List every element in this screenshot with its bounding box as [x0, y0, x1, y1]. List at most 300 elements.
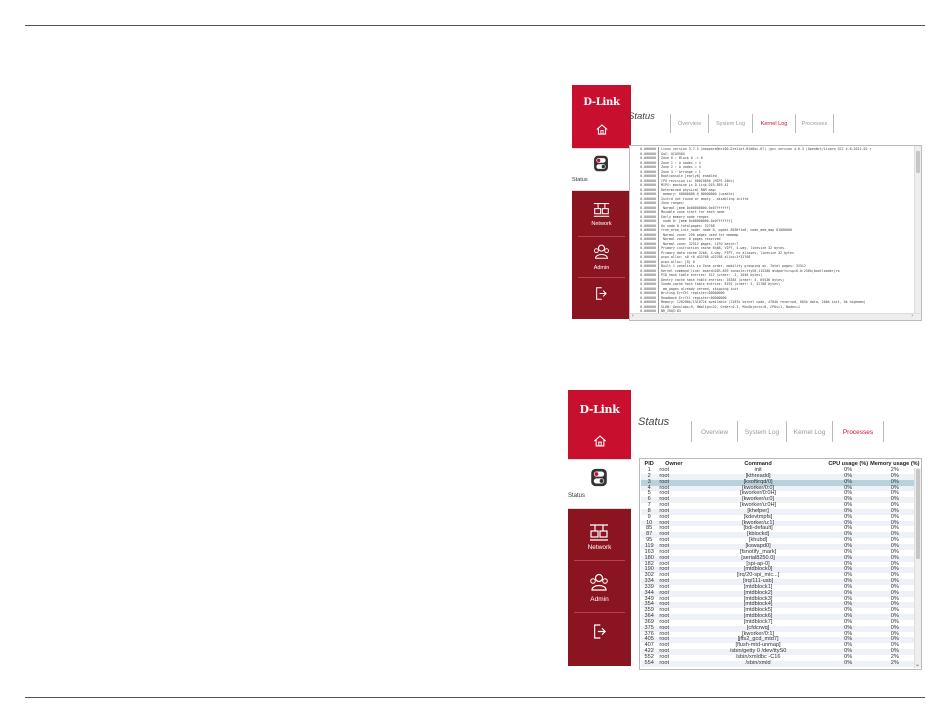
cell-command: [mtdblock1] [743, 583, 773, 590]
sidebar-item-admin[interactable] [568, 566, 631, 610]
log-message: pcpu-alloc: [0] 0 [661, 259, 695, 264]
home-icon [593, 434, 607, 448]
cell-pid: 85 [646, 525, 653, 532]
cell-cpu: 0% [828, 509, 869, 515]
log-message: NR_IRQS:83 [661, 309, 681, 313]
cell-cpu: 0% [844, 548, 853, 555]
cell-command: [kworker/0:1] [742, 630, 775, 637]
cell-command: [khelper] [688, 509, 827, 515]
log-message: Initrd not found or empty - disabling initrd [661, 196, 749, 201]
sidebar-divider [574, 612, 625, 613]
cell-memory: 0% [890, 502, 899, 509]
cell-memory: 0% [869, 602, 921, 608]
cell-command: [serial8250.0] [688, 556, 827, 562]
log-timestamp: 0.000000 [632, 170, 659, 175]
cell-owner: root [657, 649, 688, 655]
cell-command: [mtdblock3] [743, 595, 773, 602]
sidebar-item-admin-label: Admin [593, 265, 610, 271]
cell-command: [mtdblock2] [688, 591, 827, 597]
cell-cpu: 0% [828, 474, 869, 480]
cell-owner: root [657, 532, 688, 538]
cell-memory: 0% [869, 497, 921, 503]
cell-command: /sbin/getty 0 /dev/ttyS0 [688, 649, 827, 655]
cell-owner: root [659, 548, 670, 555]
log-horizontal-scrollbar[interactable] [630, 313, 921, 320]
cell-cpu: 0% [844, 654, 853, 660]
cell-owner: root [659, 583, 670, 590]
log-message: Determined physical RAM map: [661, 187, 717, 192]
cell-memory: 0% [890, 525, 899, 532]
log-timestamp: 0.000000 [632, 296, 659, 301]
cell-command: [kdevtmpfs] [743, 513, 773, 520]
log-timestamp: 0.000000 [632, 219, 659, 224]
cell-command: [jffs2_gcd_mtd7] [688, 637, 827, 643]
cell-memory: 0% [869, 532, 921, 538]
log-timestamp: 0.000000 [632, 251, 659, 256]
cell-command: [mtdblock4] [688, 602, 827, 608]
cell-owner: root [659, 595, 670, 602]
tab-processes[interactable]: Processes [832, 421, 884, 442]
log-timestamp: 0.000000 [632, 201, 659, 206]
cell-memory: 0% [869, 626, 921, 632]
cell-pid: 190 [641, 567, 657, 573]
process-table-container [639, 458, 922, 670]
cell-owner: root [659, 572, 670, 579]
cell-cpu: 0% [828, 602, 869, 608]
dlink-logo: D-Link [579, 403, 620, 416]
cell-cpu: 0% [828, 497, 869, 503]
cell-cpu: 0% [844, 572, 853, 579]
cell-owner: root [657, 521, 688, 527]
cell-command: [mtdblock0] [688, 567, 827, 573]
cell-owner: root [657, 614, 688, 620]
cell-pid: 349 [644, 595, 654, 602]
log-timestamp: 0.000000 [632, 228, 659, 233]
cell-cpu: 0% [844, 630, 853, 637]
log-timestamp: 0.000000 [632, 305, 659, 310]
log-message: Linux version 3.7.5 (moopare@mri00-Dreliet-B1d6oc.67) (gcc version 4.6.3 (OpenWrt/Linaro GCC 4.6-2012.02 r [661, 147, 872, 151]
cell-owner: root [659, 537, 670, 544]
log-message: Primary instruction cache 64kB, VIPT, 4-way, linesize 32 bytes. [661, 246, 787, 250]
cell-pid: 369 [644, 618, 654, 625]
sidebar-item-network-label: Network [591, 221, 612, 227]
log-timestamp: 0.000000 [632, 242, 659, 247]
admin-users-icon [589, 572, 609, 592]
cell-memory: 0% [890, 583, 899, 590]
cell-cpu: 0% [844, 513, 853, 520]
cell-cpu: 0% [828, 567, 869, 573]
cell-owner: root [657, 591, 688, 597]
cell-pid: 119 [641, 544, 657, 550]
log-message: PID hash table entries: 512 (order: -1, 2048 bytes) [661, 273, 763, 277]
log-message: Normal zone: 0 pages reserved [661, 237, 721, 241]
status-tabs [670, 114, 833, 133]
cell-command: [kswapd0] [688, 544, 827, 550]
cell-command: [kworker/u:0] [688, 497, 827, 503]
cell-memory: 0% [869, 567, 921, 573]
cell-cpu: 0% [828, 579, 869, 585]
page-title: Status [638, 416, 670, 428]
cell-owner: root [657, 661, 688, 667]
table-row[interactable] [641, 661, 921, 667]
cell-memory: 2% [890, 467, 899, 473]
cell-memory: 0% [869, 556, 921, 562]
log-timestamp: 0.000000 [632, 282, 659, 287]
log-message: Normal zone: 256 pages used for memmap [661, 232, 739, 237]
cell-memory: 0% [890, 607, 899, 614]
cell-pid: 163 [644, 548, 654, 555]
log-message: Kernel command line: board=DIR-859 console=ttyS0,115200 mtdparts=spi0.0:256k(bootloader)ro [661, 268, 840, 273]
log-timestamp: 0.000000 [632, 233, 659, 238]
cell-memory: 0% [890, 548, 899, 555]
log-message: free_area_init_node: node 0, pgdat 8036f1e0, node_mem_map 81000000 [661, 228, 793, 232]
cell-owner: root [659, 560, 670, 567]
cell-cpu: 0% [844, 560, 853, 567]
cell-cpu: 0% [828, 544, 869, 550]
cell-owner: root [657, 637, 688, 643]
log-message: CPU revision is: 00019856 (MIPS 24Kc) [661, 178, 735, 183]
cell-cpu: 0% [828, 480, 869, 486]
cell-memory: 0% [890, 490, 899, 497]
cell-owner: root [657, 509, 688, 515]
sidebar-item-logout[interactable] [568, 616, 631, 650]
page-title: Status [628, 111, 655, 122]
cell-pid: 407 [644, 642, 654, 649]
sidebar-item-status[interactable] [572, 148, 631, 191]
kernel-log-viewer[interactable] [629, 145, 922, 321]
log-timestamp: 0.000000 [632, 179, 659, 184]
sidebar-item-status[interactable] [568, 459, 631, 509]
tab-processes[interactable]: Processes [795, 114, 834, 133]
log-timestamp: 0.000000 [632, 188, 659, 193]
log-timestamp: 0.000000 [632, 291, 659, 296]
cell-cpu: 0% [844, 502, 853, 509]
cell-pid: 359 [644, 607, 654, 614]
cell-pid: 7 [647, 502, 651, 509]
cell-memory: 0% [890, 513, 899, 520]
cell-owner: root [659, 642, 670, 649]
cell-pid: 180 [641, 556, 657, 562]
log-vertical-scrollbar[interactable] [914, 146, 921, 314]
sidebar-divider [578, 277, 625, 278]
status-tabs [691, 421, 883, 442]
log-timestamp: 0.000000 [632, 161, 659, 166]
network-icon [593, 201, 610, 218]
log-message: Normal [mem 0x00000000-0x07ffffff] [661, 205, 731, 210]
log-timestamp: 0.000000 [632, 156, 659, 161]
log-timestamp: 0.000000 [632, 255, 659, 260]
cell-command: [khubd] [748, 537, 768, 544]
cell-pid: 95 [646, 537, 653, 544]
cell-pid: 87 [641, 532, 657, 538]
log-message: Inode-cache hash table entries: 8192 (order: 3, 32768 bytes) [661, 282, 781, 286]
log-message: Zone 1 : A nodes = 4 [661, 160, 701, 165]
scroll-left-arrow-icon[interactable]: ‹ [632, 313, 634, 319]
log-message: Zone 2 : A nodes = 4 [661, 165, 701, 169]
cell-pid: 376 [644, 630, 654, 637]
cell-owner: root [659, 630, 670, 637]
cell-owner: root [657, 497, 688, 503]
cell-command: [kworker/0:0H] [740, 490, 777, 497]
cell-memory: 0% [869, 591, 921, 597]
cell-pid: 302 [644, 572, 654, 579]
cell-memory: 0% [890, 572, 899, 579]
cell-memory: 0% [890, 630, 899, 637]
cell-command: [kworker/u:1] [688, 521, 827, 527]
log-message: On node 0 totalpages: 32768 [661, 223, 715, 228]
bottom-rule [25, 697, 925, 698]
log-timestamp: 0.000000 [632, 260, 659, 265]
cell-owner: root [657, 544, 688, 550]
status-toggle-icon [593, 155, 609, 172]
cell-memory: 2% [890, 654, 899, 660]
cell-cpu: 0% [828, 486, 869, 492]
log-message: Dentry cache hash table entries: 16384 (order: 4, 65536 bytes) [661, 277, 785, 282]
sidebar-item-network[interactable] [572, 195, 631, 235]
cell-pid: 354 [641, 602, 657, 608]
sidebar-item-admin[interactable] [572, 239, 631, 277]
dlink-logo: D-Link [583, 97, 620, 108]
cell-owner: root [659, 607, 670, 614]
sidebar-home[interactable] [568, 390, 631, 459]
log-timestamp: 0.000000 [632, 183, 659, 188]
sidebar [568, 390, 631, 666]
cell-pid: 4 [641, 486, 657, 492]
cell-command: [mtdblock5] [743, 607, 773, 614]
cell-owner: root [657, 602, 688, 608]
log-message: Readback ErrCtl register=00000000 [661, 295, 727, 300]
process-vertical-scrollbar[interactable] [914, 468, 921, 668]
home-icon [595, 123, 608, 136]
sidebar-item-admin-label: Admin [590, 596, 609, 603]
cell-owner: root [659, 654, 670, 660]
sidebar-divider [574, 560, 625, 561]
log-message: Zone 3 : Arrange = 1 [661, 169, 701, 174]
table-header [641, 460, 921, 468]
column-header-memory[interactable]: Memory usage (%) [870, 461, 920, 467]
log-message: Movable zone start for each node [661, 210, 725, 214]
cell-owner: root [657, 474, 688, 480]
tab-system-log[interactable]: System Log [737, 421, 787, 442]
cell-owner: root [657, 486, 688, 492]
log-message: Zone 0 : Block 0 -> 0 [661, 156, 703, 160]
cell-memory: 0% [869, 480, 921, 486]
log-message: SoC: QCA956X [661, 151, 685, 156]
cell-command: [kthreadd] [688, 474, 827, 480]
log-timestamp: 0.000000 [632, 165, 659, 170]
cell-pid: 8 [641, 509, 657, 515]
log-timestamp: 0.000000 [632, 210, 659, 215]
tab-overview[interactable]: Overview [691, 421, 738, 442]
log-timestamp: 0.000000 [632, 309, 659, 314]
cell-memory: 0% [869, 474, 921, 480]
cell-command: [irq/20-spi_mic...] [736, 572, 780, 579]
cell-memory: 0% [869, 649, 921, 655]
cell-pid: 339 [644, 583, 654, 590]
cell-memory: 0% [869, 486, 921, 492]
tab-kernel-log[interactable]: Kernel Log [752, 114, 796, 133]
log-message: MIPS: machine is D-Link DIR-859 A1 [661, 183, 729, 187]
cell-memory: 0% [869, 579, 921, 585]
top-rule [25, 25, 925, 26]
column-header-cpu[interactable]: CPU usage (%) [828, 461, 869, 467]
log-timestamp: 0.000000 [632, 278, 659, 283]
log-message: mm_pages already zeroed, skipping init [661, 286, 739, 291]
cell-owner: root [657, 556, 688, 562]
cell-command: [fsnotify_mark] [739, 548, 777, 555]
cell-cpu: 0% [828, 591, 869, 597]
cell-pid: 5 [647, 490, 651, 497]
cell-command: [kblockd] [688, 532, 827, 538]
cell-command: [irq/111-usb] [688, 579, 827, 585]
cell-pid: 375 [641, 626, 657, 632]
log-message: Primary data cache 32kB, 4-way, PIPT, no aliases, linesize 32 bytes [661, 250, 794, 255]
cell-pid: 344 [641, 591, 657, 597]
cell-owner: root [659, 525, 670, 532]
cell-pid: 364 [641, 614, 657, 620]
cell-cpu: 0% [844, 607, 853, 614]
cell-pid: 10 [641, 521, 657, 527]
log-scroll-thumb[interactable] [916, 151, 920, 173]
cell-pid: 2 [641, 474, 657, 480]
column-header-pid[interactable]: PID [644, 461, 654, 467]
cell-cpu: 0% [828, 626, 869, 632]
logout-icon [593, 624, 606, 639]
cell-command: [spi-ap-0] [746, 560, 770, 567]
cell-command: [mtdblock6] [688, 614, 827, 620]
cell-owner: root [659, 490, 670, 497]
cell-owner: root [657, 626, 688, 632]
cell-command: [kworker/u:0H] [740, 502, 777, 509]
log-timestamp: 0.000000 [632, 237, 659, 242]
sidebar-home[interactable] [572, 85, 631, 148]
cell-cpu: 0% [844, 467, 853, 473]
log-timestamp: 0.000000 [632, 147, 659, 152]
cell-owner: root [659, 502, 670, 509]
sidebar-item-network[interactable] [568, 514, 631, 558]
cell-pid: 1 [647, 467, 651, 473]
cell-pid: 9 [647, 513, 651, 520]
cell-command: /sbin/xmldbc -C16 [735, 654, 781, 660]
logout-icon [595, 287, 607, 300]
process-table [641, 460, 921, 667]
cell-command: [flush-mtd-unmap] [735, 642, 781, 649]
cell-cpu: 0% [828, 614, 869, 620]
cell-cpu: 0% [828, 637, 869, 643]
log-timestamp: 0.000000 [632, 273, 659, 278]
cell-memory: 0% [890, 595, 899, 602]
cell-owner: root [657, 480, 688, 486]
log-timestamp: 0.000000 [632, 174, 659, 179]
cell-command: [kworker/0:0] [688, 486, 827, 492]
cell-owner: root [659, 618, 670, 625]
cell-cpu: 0% [828, 532, 869, 538]
kernel-log-lines [632, 147, 914, 313]
cell-memory: 0% [869, 521, 921, 527]
column-header-owner[interactable]: Owner [665, 461, 683, 467]
log-timestamp: 0.000000 [632, 246, 659, 251]
cell-command: [cfdcrwq] [688, 626, 827, 632]
cell-cpu: 0% [844, 583, 853, 590]
log-timestamp: 0.000000 [632, 224, 659, 229]
cell-pid: 552 [644, 654, 654, 660]
network-icon [589, 522, 609, 542]
tab-system-log[interactable]: System Log [708, 114, 753, 133]
cell-memory: 0% [869, 614, 921, 620]
cell-command: [bdi-default] [743, 525, 773, 532]
cell-memory: 0% [890, 560, 899, 567]
log-timestamp: 0.000000 [632, 152, 659, 157]
sidebar-item-logout[interactable] [572, 281, 631, 309]
log-timestamp: 0.000000 [632, 287, 659, 292]
column-header-command[interactable]: Command [744, 461, 772, 467]
cell-memory: 0% [869, 637, 921, 643]
log-message: Memory: 126288k/131072k available (2287k kernel code, 4784k reserved, 605k data, 200k init, 0k highmem) [661, 300, 866, 304]
scroll-right-arrow-icon[interactable]: › [911, 313, 913, 319]
sidebar [572, 85, 631, 319]
tab-kernel-log[interactable]: Kernel Log [786, 421, 833, 442]
cell-cpu: 0% [828, 556, 869, 562]
cell-memory: 0% [869, 544, 921, 550]
cell-owner: root [657, 567, 688, 573]
log-message: memory: 08000000 @ 00000000 (usable) [661, 192, 735, 196]
cell-cpu: 0% [828, 661, 869, 667]
cell-memory: 0% [890, 618, 899, 625]
process-scroll-thumb[interactable] [916, 469, 920, 559]
log-message: Built 1 zonelists in Zone order, mobility grouping on. Total pages: 32512 [661, 264, 806, 268]
cell-cpu: 0% [844, 490, 853, 497]
cell-memory: 0% [890, 642, 899, 649]
log-timestamp: 0.000000 [632, 300, 659, 305]
cell-pid: 6 [641, 497, 657, 503]
cell-pid: 182 [644, 560, 654, 567]
log-timestamp: 0.000000 [632, 215, 659, 220]
scroll-down-arrow-icon[interactable]: ⌄ [915, 662, 921, 668]
cell-owner: root [657, 579, 688, 585]
cell-cpu: 0% [828, 649, 869, 655]
cell-command: [mtdblock7] [743, 618, 773, 625]
log-message: Early memory node ranges [661, 214, 709, 219]
cell-pid: 405 [641, 637, 657, 643]
log-timestamp: 0.000000 [632, 269, 659, 274]
log-message: node 0: [mem 0x00000000-0x07ffffff] [661, 219, 733, 223]
log-timestamp: 0.000000 [632, 192, 659, 197]
tab-overview[interactable]: Overview [670, 114, 709, 133]
cell-command: /sbin/xmld [688, 661, 827, 667]
cell-cpu: 0% [844, 537, 853, 544]
cell-cpu: 0% [844, 595, 853, 602]
cell-command: [ksoftirqd/0] [688, 480, 827, 486]
cell-memory: 0% [890, 537, 899, 544]
cell-cpu: 0% [844, 618, 853, 625]
sidebar-item-network-label: Network [587, 544, 612, 551]
cell-cpu: 0% [844, 642, 853, 649]
cell-pid: 3 [641, 480, 657, 486]
log-timestamp: 0.000000 [632, 197, 659, 202]
cell-cpu: 0% [828, 521, 869, 527]
cell-command: init [754, 467, 762, 473]
cell-pid: 334 [641, 579, 657, 585]
log-message: Zone ranges: [661, 201, 685, 205]
log-message: Normal zone: 32512 pages, LIFO batch:7 [661, 241, 739, 246]
status-toggle-icon [590, 468, 608, 487]
log-timestamp: 0.000000 [632, 264, 659, 269]
log-message: Writing ErrCtl register=00000000 [661, 291, 725, 295]
cell-pid: 554 [641, 661, 657, 667]
cell-pid: 422 [641, 649, 657, 655]
log-message: Bootconsole [early0] enabled [661, 174, 717, 178]
log-message: SLUB: Genslabs=9, HWalign=32, Order=0-3, MinObjects=0, CPUs=1, Nodes=1 [661, 304, 800, 309]
